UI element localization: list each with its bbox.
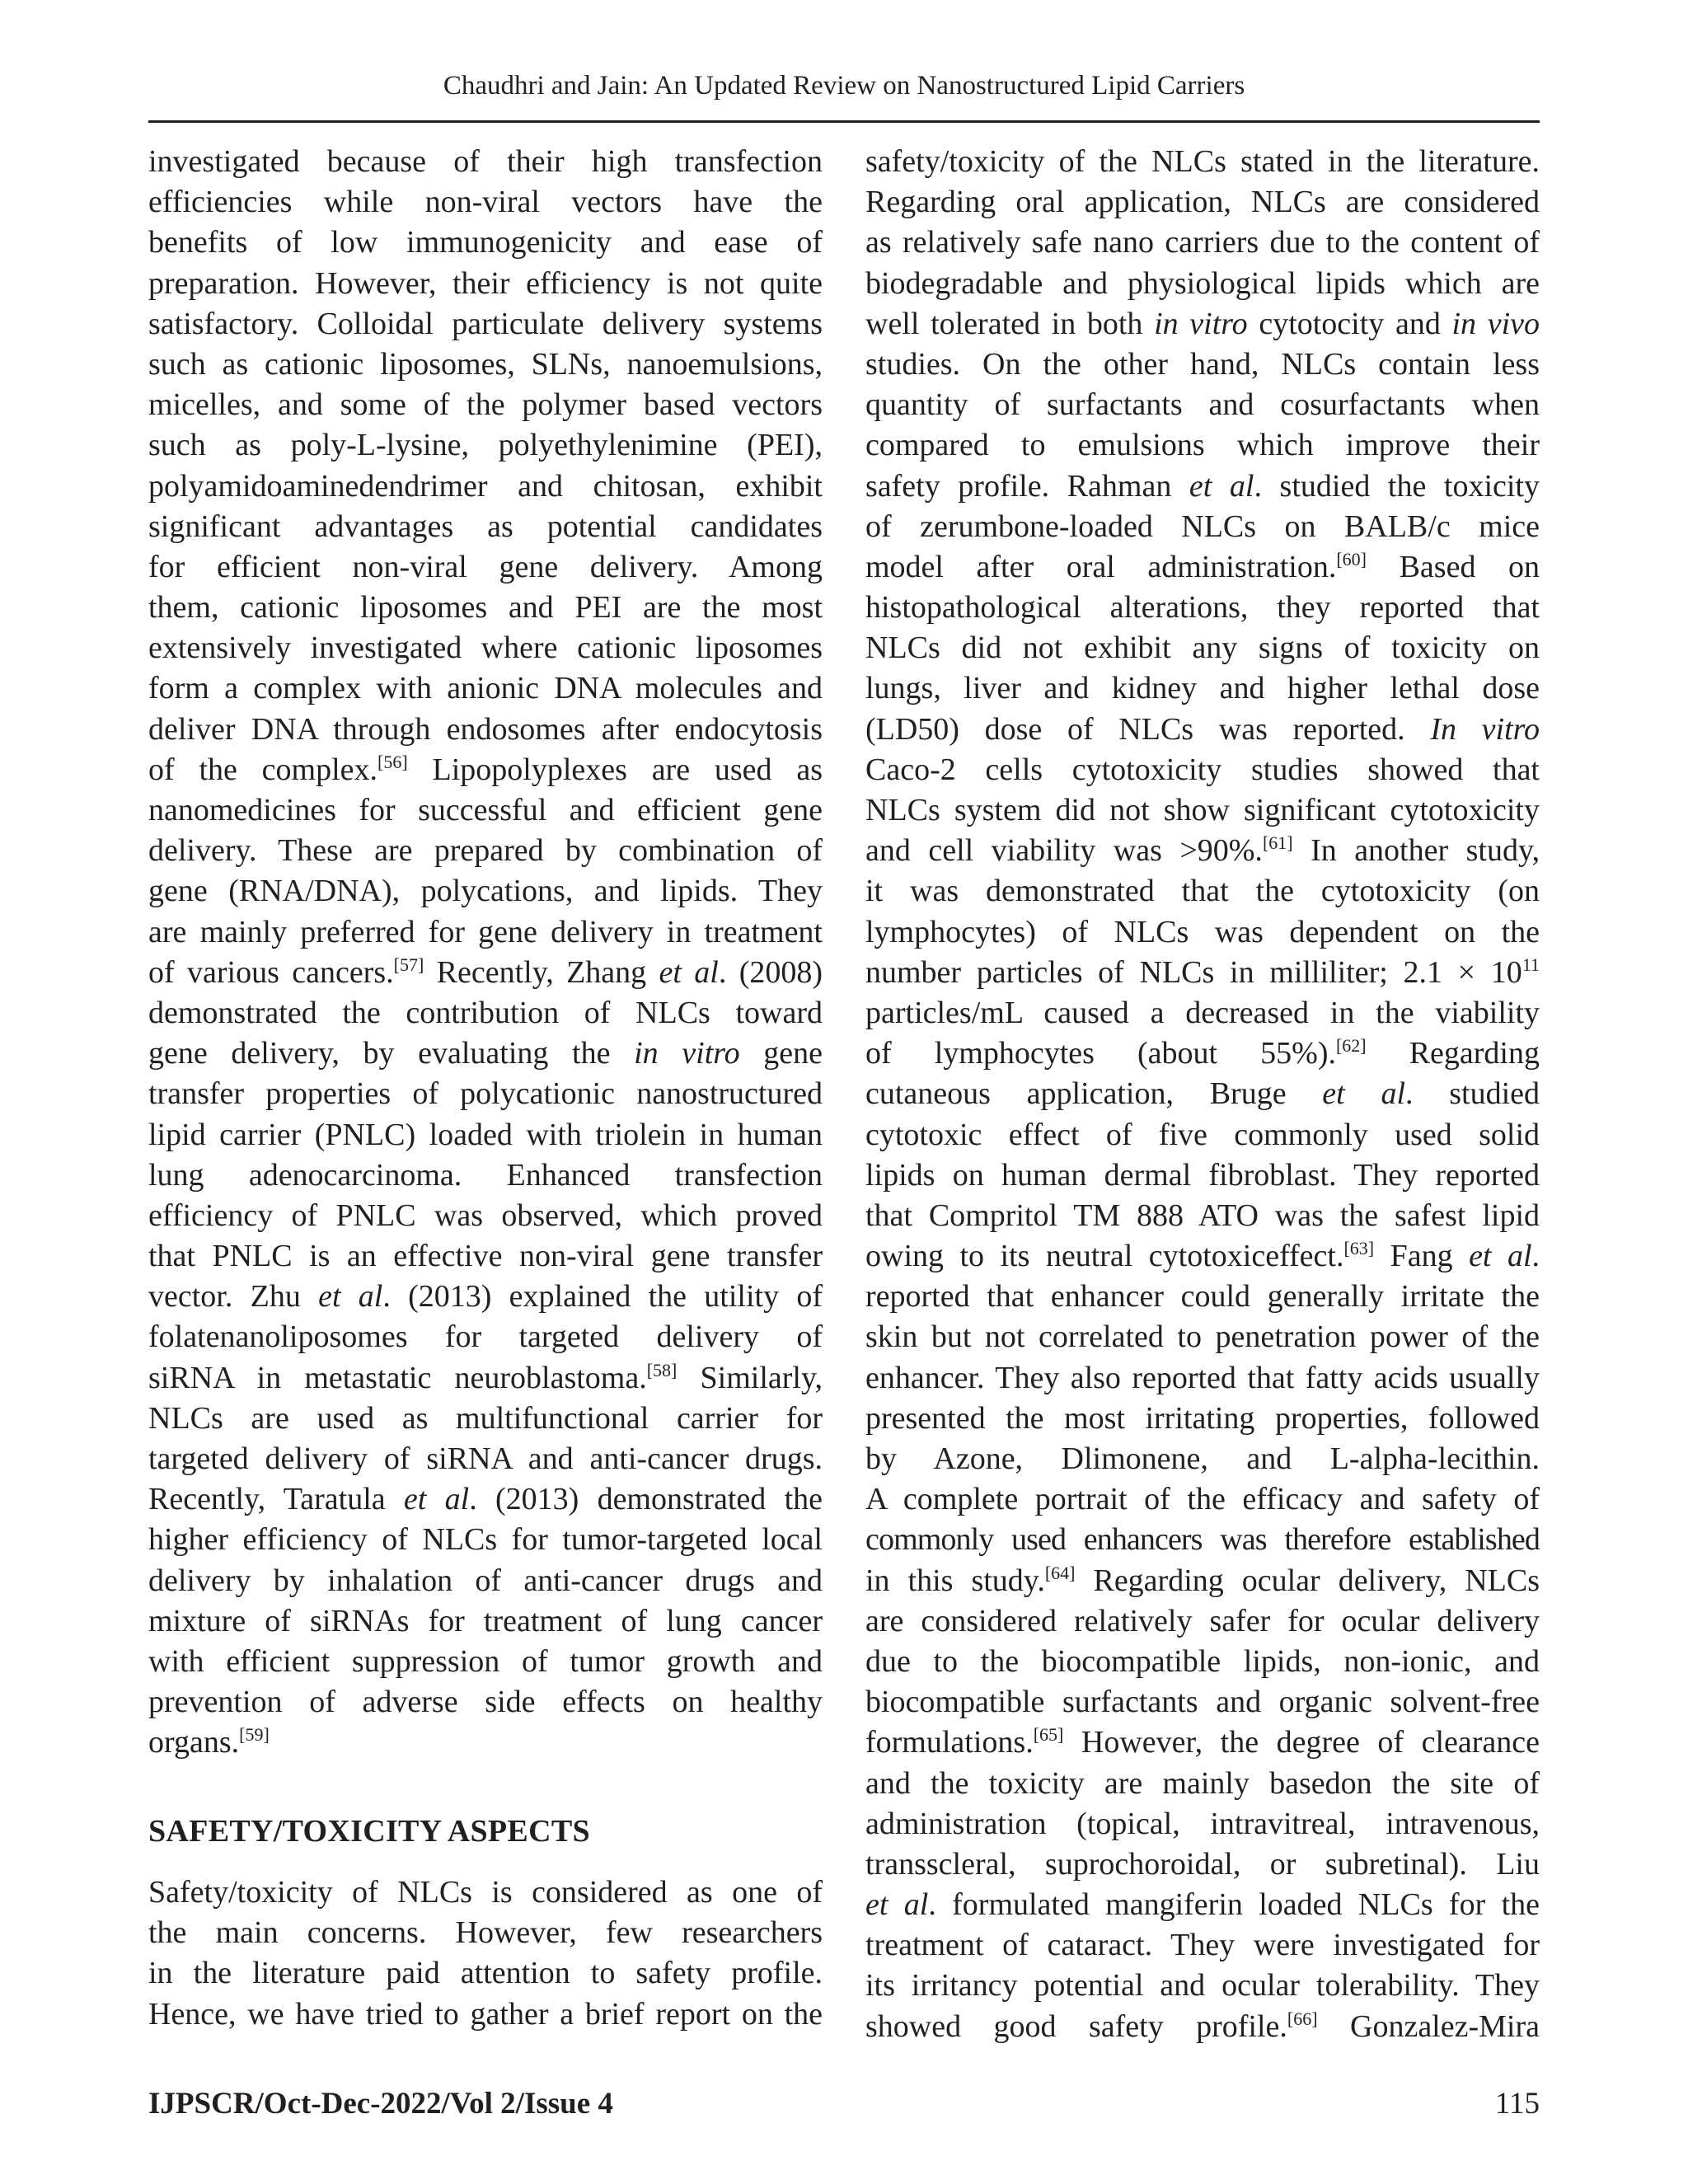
text-line: transscleral, suprochoroidal, or subretinal). Liu bbox=[865, 1846, 1540, 1882]
citation-ref: [61] bbox=[1262, 832, 1293, 854]
text-line: by Azone, Dlimonene, and L-alpha-lecithin. bbox=[865, 1441, 1540, 1476]
text-line: delivery by inhalation of anti-cancer drugs and bbox=[148, 1563, 823, 1598]
text-line: as relatively safe nano carriers due to the content of bbox=[865, 225, 1540, 260]
text-line: histopathological alterations, they reported that bbox=[865, 590, 1540, 626]
text-line: efficiency of PNLC was observed, which proved bbox=[148, 1197, 823, 1233]
citation-ref: [65] bbox=[1033, 1724, 1064, 1746]
text-line: satisfactory. Colloidal particulate delivery systems bbox=[148, 306, 823, 341]
text-line: demonstrated the contribution of NLCs toward bbox=[148, 995, 823, 1030]
text-line: lung adenocarcinoma. Enhanced transfection bbox=[148, 1157, 823, 1193]
text-line: with efficient suppression of tumor growth and bbox=[148, 1643, 823, 1679]
text-line: are considered relatively safer for ocular delivery bbox=[865, 1603, 1540, 1638]
text-line: lipid carrier (PNLC) loaded with triolein in human bbox=[148, 1117, 823, 1152]
text-line: safety/toxicity of the NLCs stated in the literature. bbox=[865, 144, 1540, 179]
citation-ref: [57] bbox=[393, 954, 424, 975]
text-line: treatment of cataract. They were investigated for bbox=[865, 1928, 1540, 1963]
citation-ref: [62] bbox=[1335, 1035, 1367, 1057]
text-line: transfer properties of polycationic nanostructured bbox=[148, 1076, 823, 1112]
text-line: biodegradable and physiological lipids which are bbox=[865, 265, 1540, 301]
text-line: presented the most irritating properties, followed bbox=[865, 1400, 1540, 1436]
text-line: cytotoxic effect of five commonly used solid bbox=[865, 1117, 1540, 1152]
text-line: higher efficiency of NLCs for tumor-targeted local bbox=[148, 1522, 823, 1558]
text-line: studies. On the other hand, NLCs contain less bbox=[865, 346, 1540, 382]
citation-ref: [66] bbox=[1287, 2008, 1318, 2029]
text-line: A complete portrait of the efficacy and safety of bbox=[865, 1482, 1540, 1517]
text-line: NLCs system did not show significant cytotoxicity bbox=[865, 793, 1540, 827]
text-line: them, cationic liposomes and PEI are the most bbox=[148, 590, 823, 626]
text-line: efficiencies while non-viral vectors have the bbox=[148, 185, 823, 220]
citation-ref: [63] bbox=[1343, 1238, 1375, 1259]
text-line: folatenanoliposomes for targeted delivery of bbox=[148, 1319, 823, 1355]
text-line: lipids on human dermal fibroblast. They reported bbox=[865, 1157, 1540, 1193]
text-line: of zerumbone-loaded NLCs on BALB/c mice bbox=[865, 509, 1540, 544]
text-line: preparation. However, their efficiency is not quite bbox=[148, 265, 823, 301]
text-line: gene (RNA/DNA), polycations, and lipids. They bbox=[148, 874, 823, 909]
citation-ref: [60] bbox=[1336, 548, 1367, 569]
text-line: well tolerated in both in vitro cytotocity and in vivo bbox=[865, 306, 1540, 341]
text-line: its irritancy potential and ocular tolerability. They bbox=[865, 1968, 1540, 2004]
text-line: in this study.[64] Regarding ocular delivery, NLCs bbox=[865, 1562, 1540, 1598]
text-line: Safety/toxicity of NLCs is considered as one of bbox=[148, 1875, 823, 1910]
text-line: that Compritol TM 888 ATO was the safest lipid bbox=[865, 1197, 1540, 1233]
text-line: are mainly preferred for gene delivery in treatment bbox=[148, 914, 823, 949]
citation-ref: [59] bbox=[239, 1724, 270, 1746]
citation-ref: [64] bbox=[1044, 1562, 1076, 1583]
text-line: safety profile. Rahman et al. studied the toxicity bbox=[865, 468, 1540, 504]
text-line: prevention of adverse side effects on healthy bbox=[148, 1685, 823, 1720]
text-line: biocompatible surfactants and organic solvent-free bbox=[865, 1685, 1540, 1720]
text-line: skin but not correlated to penetration power of the bbox=[865, 1319, 1540, 1355]
text-line: showed good safety profile.[66] Gonzalez-Mira bbox=[865, 2008, 1540, 2044]
text-line: owing to its neutral cytotoxiceffect.[63] Fang et al. bbox=[865, 1238, 1540, 1274]
text-line: organs.[59] bbox=[148, 1724, 270, 1760]
text-line: Recently, Taratula et al. (2013) demonstrated the bbox=[148, 1482, 823, 1517]
citation-ref: [56] bbox=[377, 751, 408, 772]
text-line: et al. formulated mangiferin loaded NLCs for the bbox=[865, 1887, 1540, 1923]
text-line: investigated because of their high transfection bbox=[148, 144, 823, 179]
text-line: Regarding oral application, NLCs are considered bbox=[865, 185, 1540, 220]
text-line: quantity of surfactants and cosurfactants when bbox=[865, 387, 1540, 423]
text-line: mixture of siRNAs for treatment of lung cancer bbox=[148, 1603, 823, 1638]
text-line: (LD50) dose of NLCs was reported. In vitro bbox=[865, 711, 1540, 747]
text-line: significant advantages as potential candidates bbox=[148, 509, 823, 544]
text-line: benefits of low immunogenicity and ease of bbox=[148, 225, 823, 260]
text-line: such as cationic liposomes, SLNs, nanoemulsions, bbox=[148, 346, 823, 382]
text-line: it was demonstrated that the cytotoxicity (on bbox=[865, 874, 1540, 909]
text-line: of the complex.[56] Lipopolyplexes are used as bbox=[148, 751, 823, 787]
text-line: extensively investigated where cationic liposomes bbox=[148, 630, 823, 666]
text-line: nanomedicines for successful and efficient gene bbox=[148, 793, 823, 827]
text-line: reported that enhancer could generally irritate the bbox=[865, 1279, 1540, 1315]
text-line: lungs, liver and kidney and higher lethal dose bbox=[865, 671, 1540, 706]
text-line: in the literature paid attention to safety profile. bbox=[148, 1956, 823, 1991]
text-line: administration (topical, intravitreal, intravenous, bbox=[865, 1806, 1540, 1841]
exponent: 11 bbox=[1522, 954, 1540, 975]
left-column bbox=[148, 142, 823, 1764]
text-line: number particles of NLCs in milliliter; $2.1 \times 10^{11}$ bbox=[865, 954, 1540, 990]
text-line: Caco-2 cells cytotoxicity studies showed that bbox=[865, 752, 1540, 787]
text-line: lymphocytes) of NLCs was dependent on the bbox=[865, 914, 1540, 949]
text-line: Hence, we have tried to gather a brief report on the bbox=[148, 1996, 823, 2032]
text-line: particles/mL caused a decreased in the viability bbox=[865, 995, 1540, 1030]
text-line: cutaneous application, Bruge et al. studied bbox=[865, 1076, 1540, 1112]
text-line: due to the biocompatible lipids, non-ionic, and bbox=[865, 1643, 1540, 1679]
text-line: model after oral administration.[60] Based on bbox=[865, 548, 1540, 584]
text-line: such as poly-L-lysine, polyethylenimine (PEI), bbox=[148, 428, 823, 463]
text-line: commonly used enhancers was therefore established bbox=[865, 1522, 1540, 1558]
text-line: formulations.[65] However, the degree of clearance bbox=[865, 1724, 1540, 1760]
text-line: targeted delivery of siRNA and anti-cancer drugs. bbox=[148, 1441, 823, 1476]
text-line: and cell viability was >90%.[61] In another study, bbox=[865, 832, 1540, 869]
section-heading: SAFETY/TOXICITY ASPECTS bbox=[148, 1814, 590, 1849]
text-line: of lymphocytes (about 55%).[62] Regarding bbox=[865, 1035, 1540, 1071]
text-line: NLCs are used as multifunctional carrier for bbox=[148, 1400, 823, 1436]
text-line: of various cancers.[57] Recently, Zhang et al. (2008) bbox=[148, 954, 823, 990]
text-line: polyamidoaminedendrimer and chitosan, exhibit bbox=[148, 468, 823, 504]
text-line: micelles, and some of the polymer based vectors bbox=[148, 387, 823, 423]
text-line: form a complex with anionic DNA molecules and bbox=[148, 671, 823, 706]
text-line: siRNA in metastatic neuroblastoma.[58] Similarly, bbox=[148, 1359, 823, 1395]
text-line: and the toxicity are mainly basedon the site of bbox=[865, 1765, 1540, 1801]
text-line: delivery. These are prepared by combination of bbox=[148, 833, 823, 869]
text-line: the main concerns. However, few researchers bbox=[148, 1915, 823, 1951]
text-line: that PNLC is an effective non-viral gene transfer bbox=[148, 1239, 823, 1274]
footer-journal: IJPSCR/Oct-Dec-2022/Vol 2/Issue 4 bbox=[148, 2087, 613, 2121]
citation-ref: [58] bbox=[646, 1359, 678, 1380]
right-column bbox=[865, 142, 1540, 2047]
text-line: gene delivery, by evaluating the in vitro gene bbox=[148, 1036, 823, 1071]
text-line: NLCs did not exhibit any signs of toxicity on bbox=[865, 630, 1540, 666]
page-number: 115 bbox=[1494, 2087, 1540, 2121]
running-header: Chaudhri and Jain: An Updated Review on Nanostructured Lipid Carriers bbox=[443, 71, 1245, 101]
text-line: deliver DNA through endosomes after endocytosis bbox=[148, 711, 823, 747]
text-line: vector. Zhu et al. (2013) explained the utility of bbox=[148, 1279, 823, 1315]
text-line: for efficient non-viral gene delivery. Among bbox=[148, 549, 823, 584]
text-line: compared to emulsions which improve their bbox=[865, 428, 1540, 463]
header-rule bbox=[148, 120, 1540, 123]
left-column-paragraph-2 bbox=[148, 1872, 823, 2035]
text-line: enhancer. They also reported that fatty acids usually bbox=[865, 1360, 1540, 1395]
